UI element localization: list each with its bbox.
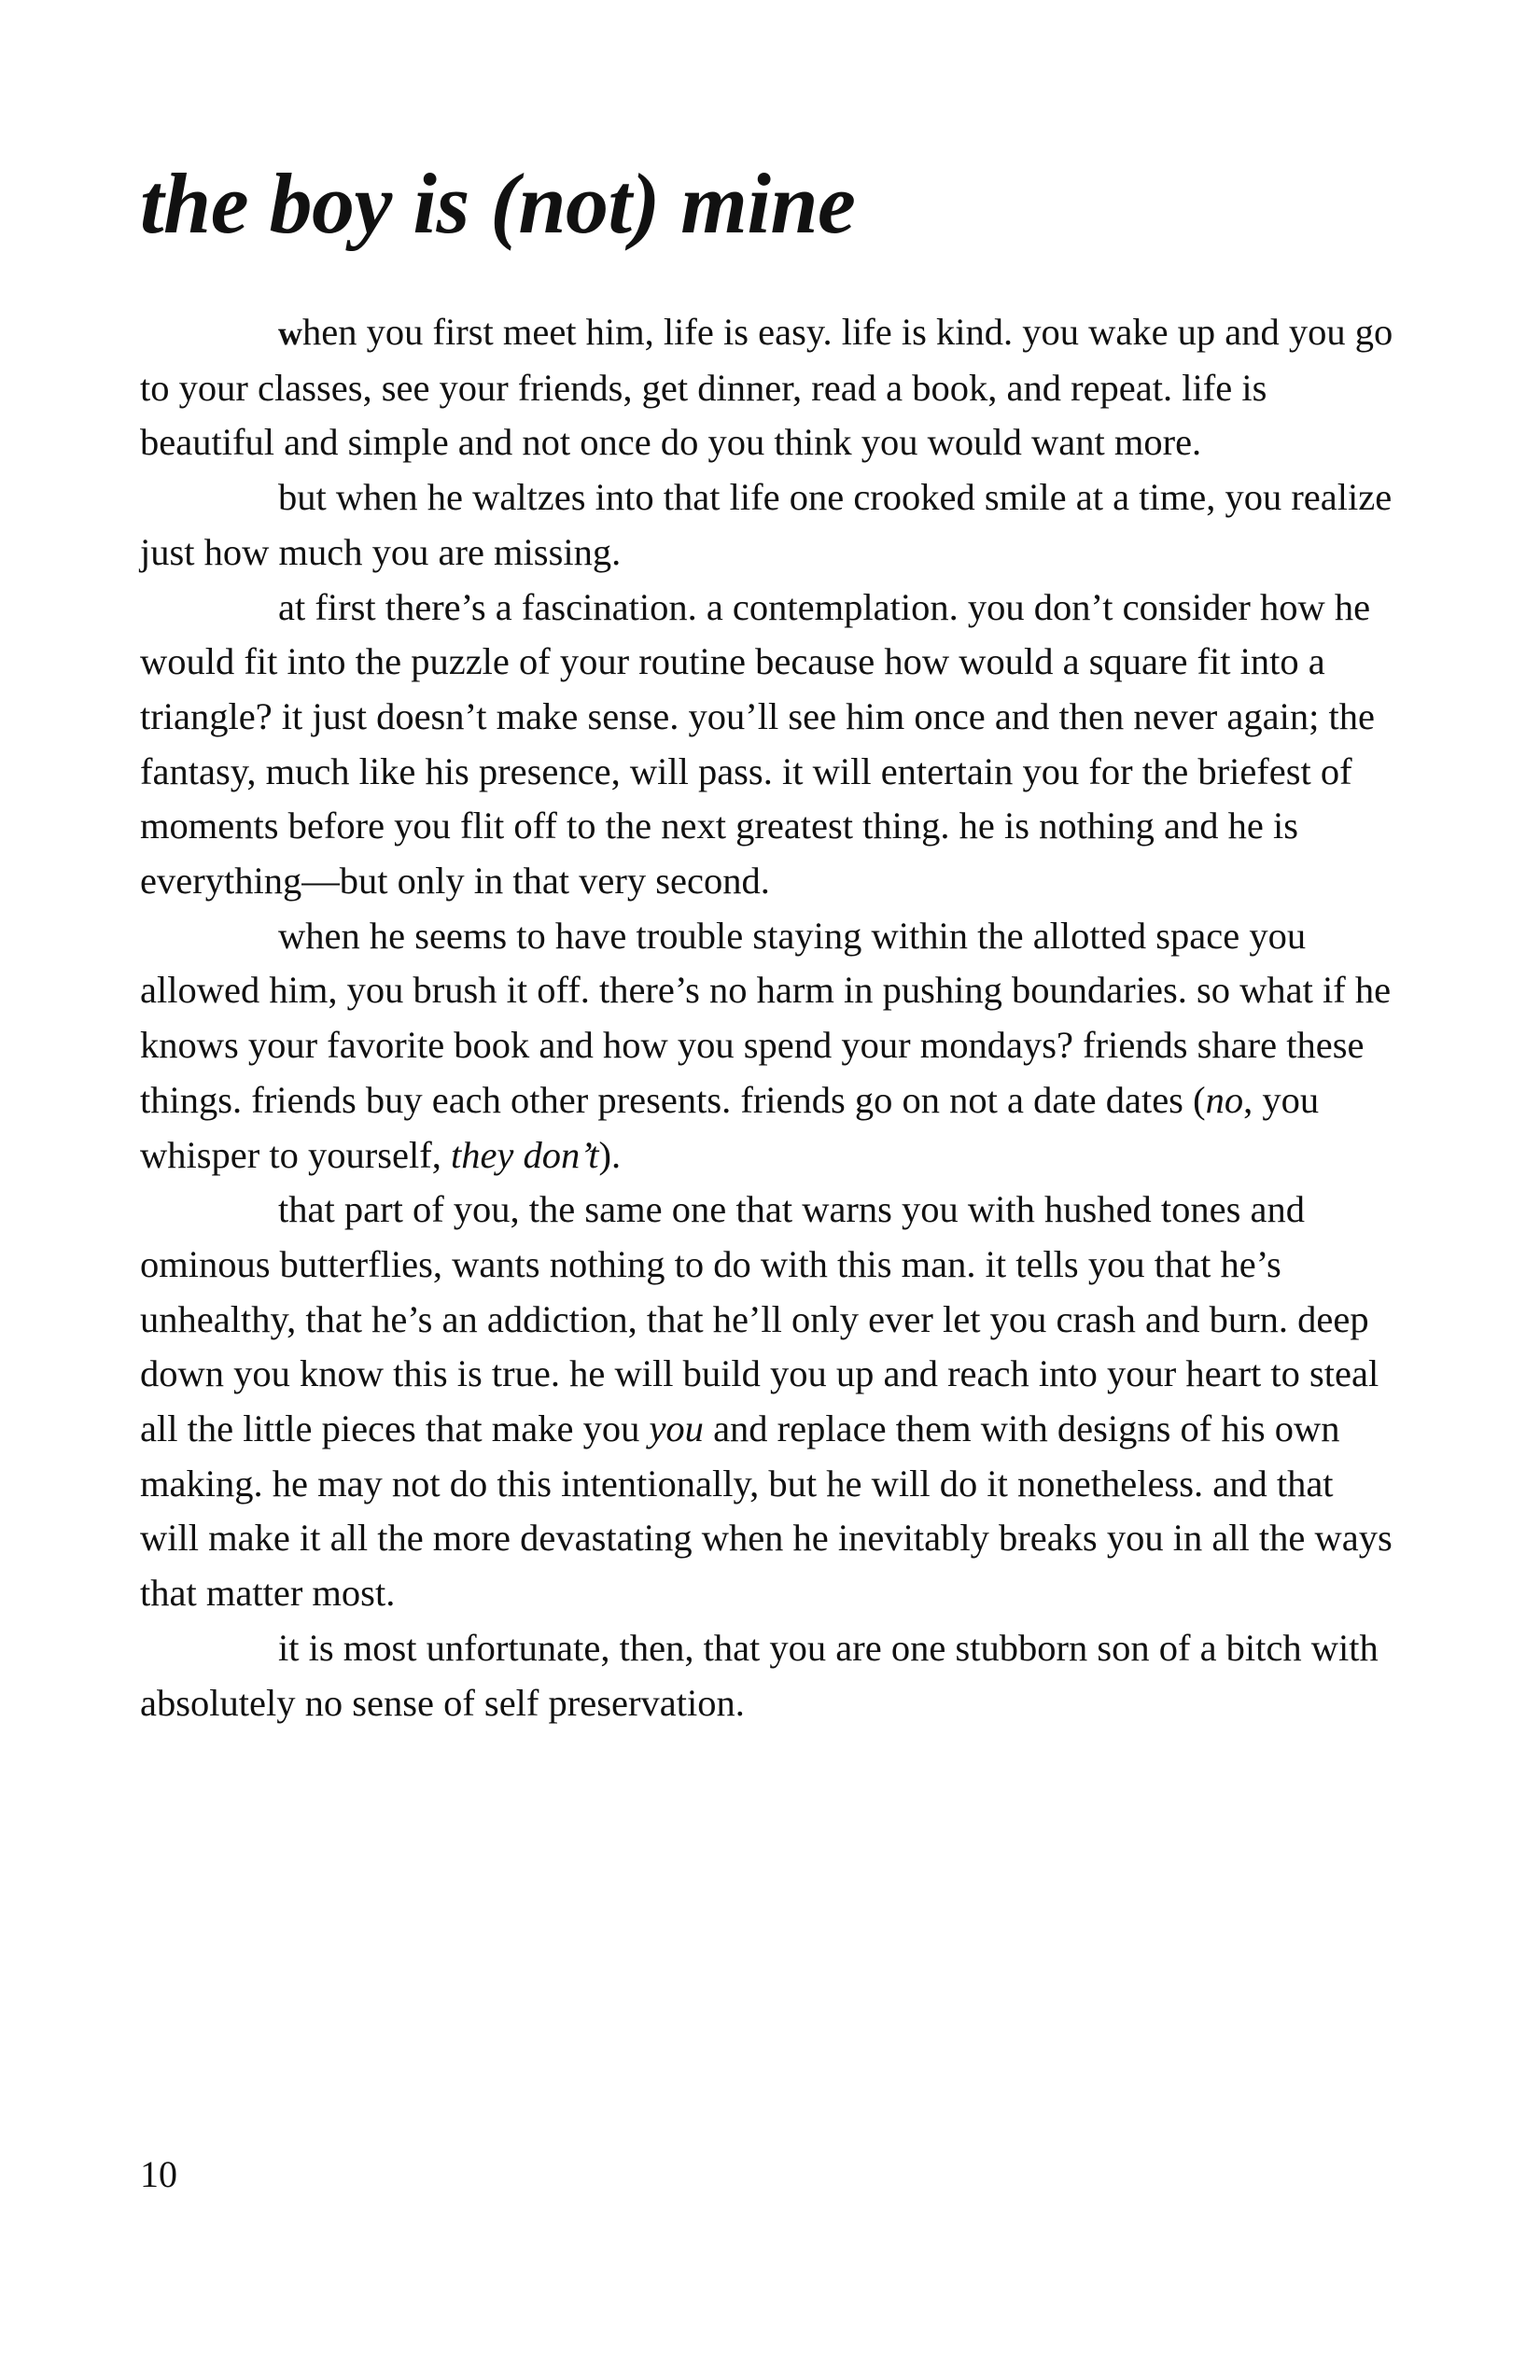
paragraph-5-text-a: that part of you, the same one that warns you with hushed tones and ominous butterflies, wants nothing to do with this man. it tells you that he’s unhealthy, that he’s an addiction, that he’ll only ever let you crash and burn. deep down you know this is true. he will build you up and reach into your heart to steal all the little pieces that make you xyxy=(140,1188,1379,1450)
page-number: 10 xyxy=(140,2153,177,2195)
paragraph-4-text-a: when he seems to have trouble staying within the allotted space you allowed him, you brush it off. there’s no harm in pushing boundaries. so what if he knows your favorite book and how you spend your mondays? friends share these things. friends buy each other presents. friends go on not a date dates ( xyxy=(140,914,1392,1121)
paragraph-3: at first there’s a fascination. a contemplation. you don’t consider how he would fit into the puzzle of your routine because how would a square fit into a triangle? it just doesn’t make sense. you’ll see him once and then never again; the fantasy, much like his presence, will pass. it will entertain you for the briefest of moments before you flit off to the next greatest thing. he is nothing and he is everything—but only in that very second. xyxy=(140,585,1375,903)
paragraph-5-italic-a: you xyxy=(649,1407,704,1450)
paragraph-4 xyxy=(140,909,1395,1183)
drop-letter: w xyxy=(278,315,302,352)
paragraph-1 xyxy=(140,305,1395,470)
paragraph-5 xyxy=(140,1183,1395,1621)
paragraph-1-text: hen you first meet him, life is easy. life is kind. you wake up and you go to your classes, see your friends, get dinner, read a book, and repeat. life is beautiful and simple and not once do you think you would want more. xyxy=(140,311,1393,464)
paragraph-4-text-c: ). xyxy=(598,1133,622,1176)
chapter-title: the boy is (not) mine xyxy=(140,156,856,251)
paragraph-4-italic-b: they don’t xyxy=(450,1133,599,1176)
chapter-body xyxy=(140,305,1395,1730)
paragraph-5-text-b: and replace them with designs of his own making. he may not do this intentionally, but he will do it nonetheless. and that will make it all the more devastating when he inevitably breaks you in all the ways that matter most. xyxy=(140,1407,1393,1615)
paragraph-2: but when he waltzes into that life one crooked smile at a time, you realize just how much you are missing. xyxy=(140,476,1393,573)
paragraph-4-text-b: , you whisper to yourself, xyxy=(140,1078,1320,1176)
paragraph-6: it is most unfortunate, then, that you are one stubborn son of a bitch with absolutely no sense of self preservation. xyxy=(140,1626,1379,1724)
paragraph-4-italic-a: no xyxy=(1205,1078,1244,1121)
